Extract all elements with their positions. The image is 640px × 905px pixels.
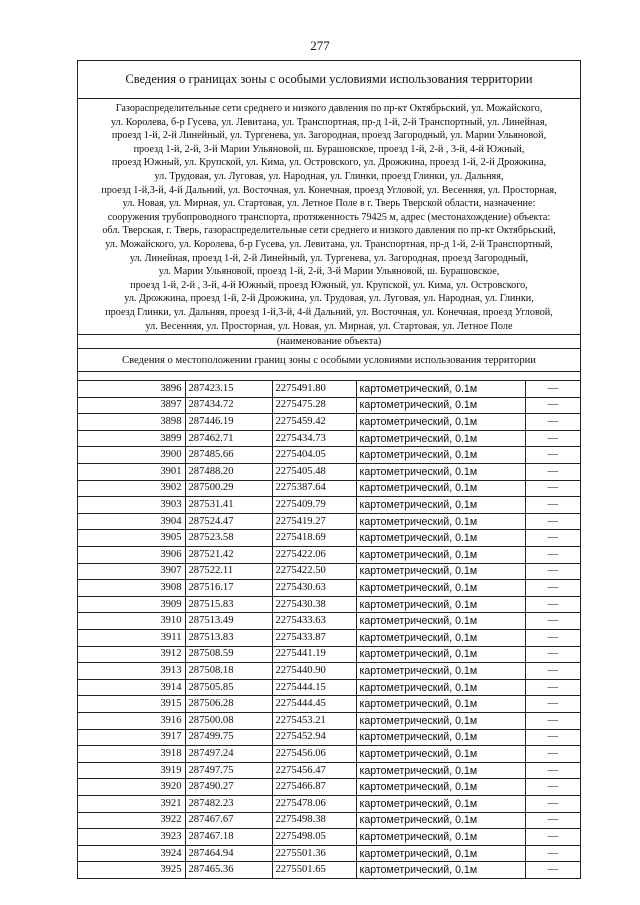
y-coordinate: 2275498.05 bbox=[272, 829, 356, 846]
method-accuracy: картометрический, 0.1м bbox=[356, 630, 525, 647]
x-coordinate: 287497.75 bbox=[185, 762, 272, 779]
page-number: 277 bbox=[310, 38, 330, 53]
y-coordinate: 2275459.42 bbox=[272, 414, 356, 431]
table-row bbox=[78, 547, 580, 564]
method-accuracy: картометрический, 0.1м bbox=[356, 795, 525, 812]
x-coordinate: 287500.29 bbox=[185, 480, 272, 497]
table-row bbox=[78, 530, 580, 547]
table-row bbox=[78, 646, 580, 663]
point-number: 3897 bbox=[78, 397, 185, 414]
point-number: 3925 bbox=[78, 862, 185, 878]
table-row bbox=[78, 862, 580, 878]
table-row bbox=[78, 845, 580, 862]
point-number: 3902 bbox=[78, 480, 185, 497]
y-coordinate: 2275422.50 bbox=[272, 563, 356, 580]
point-number: 3904 bbox=[78, 513, 185, 530]
point-number: 3910 bbox=[78, 613, 185, 630]
x-coordinate: 287505.85 bbox=[185, 679, 272, 696]
x-coordinate: 287508.18 bbox=[185, 663, 272, 680]
method-accuracy: картометрический, 0.1м bbox=[356, 580, 525, 597]
point-description: — bbox=[525, 679, 580, 696]
method-accuracy: картометрический, 0.1м bbox=[356, 663, 525, 680]
method-accuracy: картометрический, 0.1м bbox=[356, 447, 525, 464]
method-accuracy: картометрический, 0.1м bbox=[356, 547, 525, 564]
y-coordinate: 2275491.80 bbox=[272, 381, 356, 397]
point-description: — bbox=[525, 646, 580, 663]
point-description: — bbox=[525, 464, 580, 481]
table-row bbox=[78, 397, 580, 414]
description-line: ул. Можайского, ул. Королева, б-р Гусева, ул. Левитана, ул. Транспортная, пр-д 1-й, 2-й Транспортный, bbox=[105, 238, 553, 250]
table-row bbox=[78, 812, 580, 829]
x-coordinate: 287465.36 bbox=[185, 862, 272, 878]
point-number: 3911 bbox=[78, 630, 185, 647]
x-coordinate: 287513.49 bbox=[185, 613, 272, 630]
description-line: проезд 1-й, 2-й , 3-й, 4-й Южный, проезд Южный, ул. Крупской, ул. Кима, ул. Островского, bbox=[130, 279, 528, 291]
method-accuracy: картометрический, 0.1м bbox=[356, 696, 525, 713]
x-coordinate: 287508.59 bbox=[185, 646, 272, 663]
method-accuracy: картометрический, 0.1м bbox=[356, 397, 525, 414]
table-row bbox=[78, 712, 580, 729]
x-coordinate: 287513.83 bbox=[185, 630, 272, 647]
x-coordinate: 287515.83 bbox=[185, 596, 272, 613]
point-description: — bbox=[525, 480, 580, 497]
y-coordinate: 2275418.69 bbox=[272, 530, 356, 547]
point-description: — bbox=[525, 746, 580, 763]
method-accuracy: картометрический, 0.1м bbox=[356, 729, 525, 746]
method-accuracy: картометрический, 0.1м bbox=[356, 430, 525, 447]
y-coordinate: 2275409.79 bbox=[272, 497, 356, 514]
table-row bbox=[78, 513, 580, 530]
point-description: — bbox=[525, 829, 580, 846]
description-line: ул. Линейная, проезд 1-й, 2-й Линейный, ул. Тургенева, ул. Загородная, проезд Загородный, bbox=[129, 252, 529, 264]
description-line: обл. Тверская, г. Тверь, газораспределительные сети среднего и низкого давления по пр-кт Октябрьский, bbox=[102, 225, 556, 237]
point-description: — bbox=[525, 547, 580, 564]
point-number: 3901 bbox=[78, 464, 185, 481]
x-coordinate: 287531.41 bbox=[185, 497, 272, 514]
point-number: 3909 bbox=[78, 596, 185, 613]
point-description: — bbox=[525, 580, 580, 597]
table-row bbox=[78, 497, 580, 514]
point-number: 3908 bbox=[78, 580, 185, 597]
x-coordinate: 287446.19 bbox=[185, 414, 272, 431]
description-line: сооружения трубопроводного транспорта, протяженность 79425 м, адрес (местонахождение) объекта: bbox=[107, 211, 551, 223]
method-accuracy: картометрический, 0.1м bbox=[356, 497, 525, 514]
point-description: — bbox=[525, 812, 580, 829]
x-coordinate: 287434.72 bbox=[185, 397, 272, 414]
point-number: 3899 bbox=[78, 430, 185, 447]
method-accuracy: картометрический, 0.1м bbox=[356, 762, 525, 779]
x-coordinate: 287488.20 bbox=[185, 464, 272, 481]
y-coordinate: 2275440.90 bbox=[272, 663, 356, 680]
table-row bbox=[78, 381, 580, 397]
point-number: 3907 bbox=[78, 563, 185, 580]
method-accuracy: картометрический, 0.1м bbox=[356, 596, 525, 613]
point-number: 3919 bbox=[78, 762, 185, 779]
x-coordinate: 287467.67 bbox=[185, 812, 272, 829]
method-accuracy: картометрический, 0.1м bbox=[356, 679, 525, 696]
method-accuracy: картометрический, 0.1м bbox=[356, 779, 525, 796]
y-coordinate: 2275456.47 bbox=[272, 762, 356, 779]
y-coordinate: 2275444.15 bbox=[272, 679, 356, 696]
table-row bbox=[78, 563, 580, 580]
point-description: — bbox=[525, 845, 580, 862]
point-number: 3915 bbox=[78, 696, 185, 713]
point-number: 3922 bbox=[78, 812, 185, 829]
y-coordinate: 2275452.94 bbox=[272, 729, 356, 746]
method-accuracy: картометрический, 0.1м bbox=[356, 381, 525, 397]
point-description: — bbox=[525, 779, 580, 796]
point-number: 3920 bbox=[78, 779, 185, 796]
blank-header-row bbox=[78, 372, 580, 381]
y-coordinate: 2275405.48 bbox=[272, 464, 356, 481]
point-number: 3914 bbox=[78, 679, 185, 696]
table-row bbox=[78, 663, 580, 680]
y-coordinate: 2275501.36 bbox=[272, 845, 356, 862]
table-row bbox=[78, 613, 580, 630]
description-line: ул. Новая, ул. Мирная, ул. Стартовая, ул. Летное Поле в г. Тверь Тверской области, назначение: bbox=[122, 198, 536, 210]
y-coordinate: 2275387.64 bbox=[272, 480, 356, 497]
description-line: проезд Южный, ул. Крупской, ул. Кима, ул. Островского, ул. Дрожжина, проезд 1-й, 2-й Дрожжина, bbox=[111, 157, 547, 169]
table-row bbox=[78, 596, 580, 613]
point-description: — bbox=[525, 729, 580, 746]
table-row bbox=[78, 580, 580, 597]
x-coordinate: 287516.17 bbox=[185, 580, 272, 597]
description-line: проезд 1-й, 2-й Линейный, ул. Тургенева, ул. Загородная, проезд Загородный, ул. Марии Ульяновой, bbox=[111, 130, 547, 142]
table-row bbox=[78, 430, 580, 447]
description-line: ул. Марии Ульяновой, проезд 1-й, 2-й, 3-й Марии Ульяновой, ш. Бурашовское, bbox=[158, 266, 500, 278]
point-number: 3918 bbox=[78, 746, 185, 763]
y-coordinate: 2275498.38 bbox=[272, 812, 356, 829]
table-row bbox=[78, 762, 580, 779]
description-line: Газораспределительные сети среднего и низкого давления по пр-кт Октябрьский, ул. Можайского, bbox=[115, 103, 543, 114]
point-description: — bbox=[525, 613, 580, 630]
y-coordinate: 2275501.65 bbox=[272, 862, 356, 878]
y-coordinate: 2275404.05 bbox=[272, 447, 356, 464]
point-description: — bbox=[525, 663, 580, 680]
method-accuracy: картометрический, 0.1м bbox=[356, 746, 525, 763]
x-coordinate: 287506.28 bbox=[185, 696, 272, 713]
table-row bbox=[78, 696, 580, 713]
object-description bbox=[78, 99, 580, 349]
method-accuracy: картометрический, 0.1м bbox=[356, 414, 525, 431]
x-coordinate: 287500.08 bbox=[185, 712, 272, 729]
point-number: 3912 bbox=[78, 646, 185, 663]
table-row bbox=[78, 679, 580, 696]
point-number: 3900 bbox=[78, 447, 185, 464]
point-description: — bbox=[525, 795, 580, 812]
point-description: — bbox=[525, 414, 580, 431]
method-accuracy: картометрический, 0.1м bbox=[356, 480, 525, 497]
y-coordinate: 2275434.73 bbox=[272, 430, 356, 447]
x-coordinate: 287523.58 bbox=[185, 530, 272, 547]
method-accuracy: картометрический, 0.1м bbox=[356, 829, 525, 846]
x-coordinate: 287464.94 bbox=[185, 845, 272, 862]
table-row bbox=[78, 746, 580, 763]
x-coordinate: 287462.71 bbox=[185, 430, 272, 447]
coordinates-body bbox=[78, 381, 580, 878]
description-line: проезд 1-й, 2-й, 3-й Марии Ульяновой, ш. Бурашовское, проезд 1-й, 2-й , 3-й, 4-й Южный, bbox=[133, 143, 525, 155]
x-coordinate: 287482.23 bbox=[185, 795, 272, 812]
x-coordinate: 287522.11 bbox=[185, 563, 272, 580]
point-description: — bbox=[525, 430, 580, 447]
point-description: — bbox=[525, 762, 580, 779]
description-line: ул. Весенняя, ул. Просторная, ул. Новая, ул. Мирная, ул. Стартовая, ул. Летное Поле bbox=[145, 320, 513, 332]
y-coordinate: 2275475.28 bbox=[272, 397, 356, 414]
table-row bbox=[78, 480, 580, 497]
zone-boundary-table bbox=[77, 60, 581, 879]
x-coordinate: 287423.15 bbox=[185, 381, 272, 397]
point-description: — bbox=[525, 397, 580, 414]
point-number: 3916 bbox=[78, 712, 185, 729]
y-coordinate: 2275422.06 bbox=[272, 547, 356, 564]
description-line: ул. Трудовая, ул. Луговая, ул. Народная, ул. Глинки, проезд Глинки, ул. Дальняя, bbox=[154, 170, 504, 182]
method-accuracy: картометрический, 0.1м bbox=[356, 530, 525, 547]
x-coordinate: 287485.66 bbox=[185, 447, 272, 464]
object-name-caption: (наименование объекта) bbox=[78, 334, 580, 348]
point-description: — bbox=[547, 864, 559, 876]
point-number: 3913 bbox=[78, 663, 185, 680]
y-coordinate: 2275478.06 bbox=[272, 795, 356, 812]
method-accuracy: картометрический, 0.1м bbox=[356, 613, 525, 630]
description-line: ул. Дрожжина, проезд 1-й, 2-й Дрожжина, ул. Трудовая, ул. Луговая, ул. Народная, ул. Глинки, bbox=[124, 293, 534, 305]
method-accuracy: картометрический, 0.1м bbox=[356, 862, 525, 878]
point-number: 3923 bbox=[78, 829, 185, 846]
point-number: 3921 bbox=[78, 795, 185, 812]
method-accuracy: картометрический, 0.1м bbox=[356, 646, 525, 663]
y-coordinate: 2275444.45 bbox=[272, 696, 356, 713]
description-line: ул. Королева, б-р Гусева, ул. Левитана, ул. Транспортная, пр-д 1-й, 2-й Транспортный, ул. Линейная, bbox=[110, 116, 548, 128]
point-number: 3905 bbox=[78, 530, 185, 547]
x-coordinate: 287499.75 bbox=[185, 729, 272, 746]
table-row bbox=[78, 729, 580, 746]
table-row bbox=[78, 447, 580, 464]
point-number: 3898 bbox=[78, 414, 185, 431]
x-coordinate: 287524.47 bbox=[185, 513, 272, 530]
y-coordinate: 2275430.38 bbox=[272, 596, 356, 613]
point-description: — bbox=[525, 447, 580, 464]
point-description: — bbox=[525, 381, 580, 397]
point-number: 3896 bbox=[78, 381, 185, 397]
y-coordinate: 2275456.06 bbox=[272, 746, 356, 763]
point-number: 3917 bbox=[78, 729, 185, 746]
table-row bbox=[78, 630, 580, 647]
y-coordinate: 2275453.21 bbox=[272, 712, 356, 729]
method-accuracy: картометрический, 0.1м bbox=[356, 464, 525, 481]
table-row bbox=[78, 779, 580, 796]
method-accuracy: картометрический, 0.1м bbox=[356, 812, 525, 829]
point-description: — bbox=[525, 696, 580, 713]
point-number: 3924 bbox=[78, 845, 185, 862]
table-row bbox=[78, 795, 580, 812]
y-coordinate: 2275433.87 bbox=[272, 630, 356, 647]
table-row bbox=[78, 414, 580, 431]
y-coordinate: 2275433.63 bbox=[272, 613, 356, 630]
location-subtitle: Сведения о местоположении границ зоны с особыми условиями использования территории bbox=[78, 349, 580, 372]
point-number: 3906 bbox=[78, 547, 185, 564]
coordinates-table bbox=[78, 381, 580, 878]
description-line: проезд Глинки, ул. Дальняя, проезд 1-й,3-й, 4-й Дальний, ул. Восточная, ул. Конечная, проезд Угловой, bbox=[105, 306, 553, 318]
description-line: проезд 1-й,3-й, 4-й Дальний, ул. Восточная, ул. Конечная, проезд Угловой, ул. Весенняя, ул. Просторная, bbox=[101, 184, 557, 196]
y-coordinate: 2275466.87 bbox=[272, 779, 356, 796]
table-row bbox=[78, 829, 580, 846]
point-description: — bbox=[525, 712, 580, 729]
point-description: — bbox=[525, 630, 580, 647]
method-accuracy: картометрический, 0.1м bbox=[356, 563, 525, 580]
table-title: Сведения о границах зоны с особыми условиями использования территории bbox=[78, 61, 580, 99]
y-coordinate: 2275441.19 bbox=[272, 646, 356, 663]
description-lines bbox=[82, 102, 576, 333]
point-description: — bbox=[525, 530, 580, 547]
method-accuracy: картометрический, 0.1м bbox=[356, 513, 525, 530]
method-accuracy: картометрический, 0.1м bbox=[356, 712, 525, 729]
x-coordinate: 287497.24 bbox=[185, 746, 272, 763]
y-coordinate: 2275419.27 bbox=[272, 513, 356, 530]
y-coordinate: 2275430.63 bbox=[272, 580, 356, 597]
x-coordinate: 287521.42 bbox=[185, 547, 272, 564]
point-number: 3903 bbox=[78, 497, 185, 514]
x-coordinate: 287490.27 bbox=[185, 779, 272, 796]
point-description: — bbox=[525, 513, 580, 530]
table-row bbox=[78, 464, 580, 481]
point-description: — bbox=[525, 563, 580, 580]
method-accuracy: картометрический, 0.1м bbox=[356, 845, 525, 862]
point-description: — bbox=[525, 497, 580, 514]
x-coordinate: 287467.18 bbox=[185, 829, 272, 846]
point-description: — bbox=[525, 596, 580, 613]
